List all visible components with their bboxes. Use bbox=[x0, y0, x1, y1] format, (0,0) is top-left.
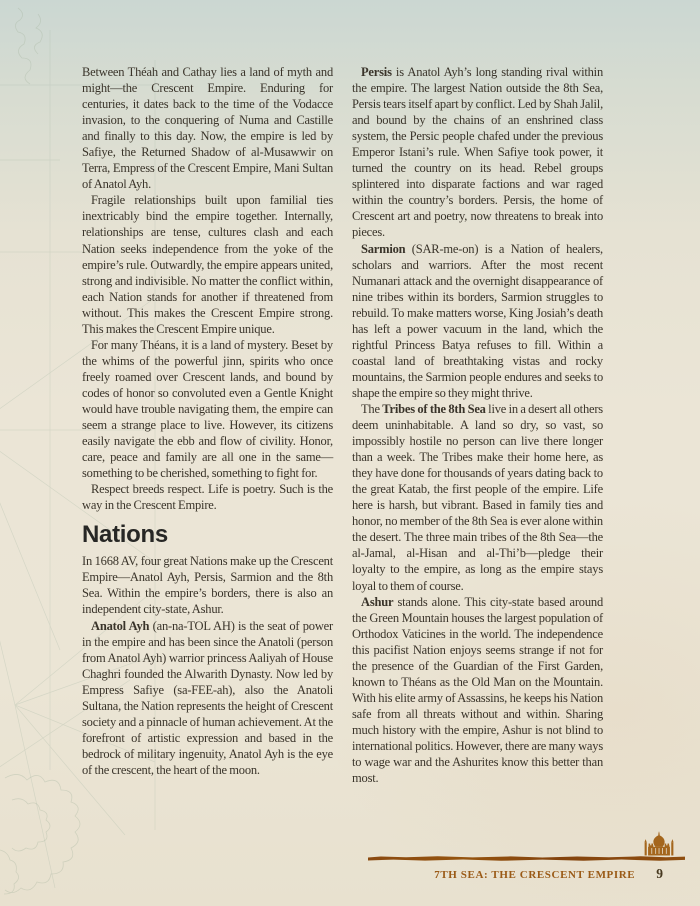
section-heading: Nations bbox=[82, 521, 168, 549]
footer bbox=[434, 865, 663, 883]
paragraph bbox=[352, 64, 603, 241]
body-text: In 1668 AV, four great Nations make up the Crescent Empire—Anatol Ayh, Persis, Sarmion and the 8th Sea. Within the empire’s borders, there is also an independent city-state, Ashur. bbox=[82, 554, 333, 617]
paragraph bbox=[82, 481, 333, 513]
nation-name: Ashur bbox=[361, 594, 394, 609]
nation-name: Tribes of the 8th Sea bbox=[382, 401, 486, 416]
body-text: (an-na-TOL AH) is the seat of power in the empire and has been since the Anatoli (person from Anatol Ayh) warrior princess Aaliyah of House Chaghri founded the Alwarith Dynasty. Now led by Empress Safiye (sa-FEE-ah), also the Anatoli Sultana, the Nation represents the height of Crescent society and a pinnacle of human achievement. At the forefront of artistic expression and based in the bedrock of military ingenuity, Anatol Ayh is the eye of the crescent, the heart of the moon. bbox=[82, 618, 333, 777]
right-column bbox=[352, 64, 603, 786]
body-text: live in a desert all others deem uninhabitable. A land so dry, so vast, so impossibly hostile no person can live there longer than a week. The Tribes make their home here, as they have done for thousands of years dating back to the great Katab, the first people of the empire. Life here is harsh, but vibrant. Based in family ties and honor, no member of the 8th Sea is ever alone within the desert. The three main tribes of the 8th Sea—the al-Jamal, al-Hisan and al-Thi’b—pledge their loyalty to the empire, as long as the empire stays loyal to them of course. bbox=[352, 401, 603, 593]
body-text: Respect breeds respect. Life is poetry. Such is the way in the Crescent Empire. bbox=[82, 482, 333, 513]
paragraph bbox=[82, 192, 333, 336]
page-content bbox=[82, 64, 603, 786]
paragraph bbox=[352, 241, 603, 401]
body-text: stands alone. This city-state based around the Green Mountain houses the largest population of Orthodox Vaticines in the world. The independence this pacifist Nation enjoys seems strange if not for the presence of the Guardian of the First Garden, known to Théans as the Old Man on the Mountain. With his elite army of Assassins, he keeps his Nation safe from all threats without and within. Sharing much history with the empire, Ashur is not blind to international politics. However, there are many ways to wage war and the Ashurites know this better than most. bbox=[352, 594, 603, 786]
footer-rule bbox=[368, 856, 685, 861]
body-text: (SAR-me-on) is a Nation of healers, scholars and warriors. After the most recent Numanari attack and the overnight disappearance of nine tribes within its borders, Sarmion struggles to rebuild. To make matters worse, King Josiah’s death has left a power vacuum in the land, which the rightful Princess Batya refuses to fill. Within a coastal land of breathtaking vistas and rocky mountains, the Sarmion people endures and seeks to shape the empire so they might thrive. bbox=[352, 241, 603, 400]
nation-name: Sarmion bbox=[361, 241, 406, 256]
paragraph bbox=[82, 618, 333, 778]
paragraph bbox=[82, 64, 333, 192]
footer-book-title: 7TH SEA: THE CRESCENT EMPIRE bbox=[434, 869, 636, 881]
nation-name: Persis bbox=[361, 65, 392, 79]
body-text: Fragile relationships built upon familial ties inextricably bind the empire together. Internally, relationships are tense, cultures clash and each Nation seeks independence from the yoke of the empire’s rule. Outwardly, the empire appears united, strong and indivisible. No matter the conflict within, each Nation stands for another if threatened from without. This makes the Crescent Empire strong. This makes the Crescent Empire unique. bbox=[82, 193, 333, 336]
nation-name: Anatol Ayh bbox=[91, 618, 150, 633]
page-number: 9 bbox=[656, 866, 663, 881]
left-column bbox=[82, 64, 333, 786]
body-text: The bbox=[361, 401, 383, 416]
paragraph bbox=[82, 337, 333, 481]
paragraph bbox=[352, 594, 603, 787]
body-text: is Anatol Ayh’s long standing rival within the empire. The largest Nation outside the 8th Sea, Persis tears itself apart by conflict. Led by Shah Jalil, and bound by the chains of an enshrined class system, the Persic people chafed under the previous Emperor Istani’s rule. When Safiye took power, it turned the country on its head. Rebel groups splintered into disparate factions and war raged within the country’s borders. Persis, the home of Crescent art and poetry, now threatens to break into pieces. bbox=[352, 65, 603, 240]
paragraph bbox=[82, 553, 333, 617]
paragraph bbox=[352, 401, 603, 594]
body-text: For many Théans, it is a land of mystery. Beset by the whims of the powerful jinn, spirits who once freely roamed over Crescent lands, and bound by codes of honor so convoluted even a Gentle Knight would have trouble navigating them, the empire can seem a strange place to live. However, its citizens easily navigate the ebb and flow of civility. Honor, care, peace and family are all one in the same—something to be cherished, something to fight for. bbox=[82, 337, 333, 481]
body-text: Between Théah and Cathay lies a land of myth and might—the Crescent Empire. Enduring for centuries, it dates back to the time of the Vodacce invasion, to the conquering of Numa and Castille and finally to this day. Now, the empire is led by Safiye, the Returned Shadow of al-Musawwir on Terra, Empress of the Crescent Empire, Mani Sultan of Anatol Ayh. bbox=[82, 65, 333, 192]
mosque-icon bbox=[644, 830, 674, 858]
